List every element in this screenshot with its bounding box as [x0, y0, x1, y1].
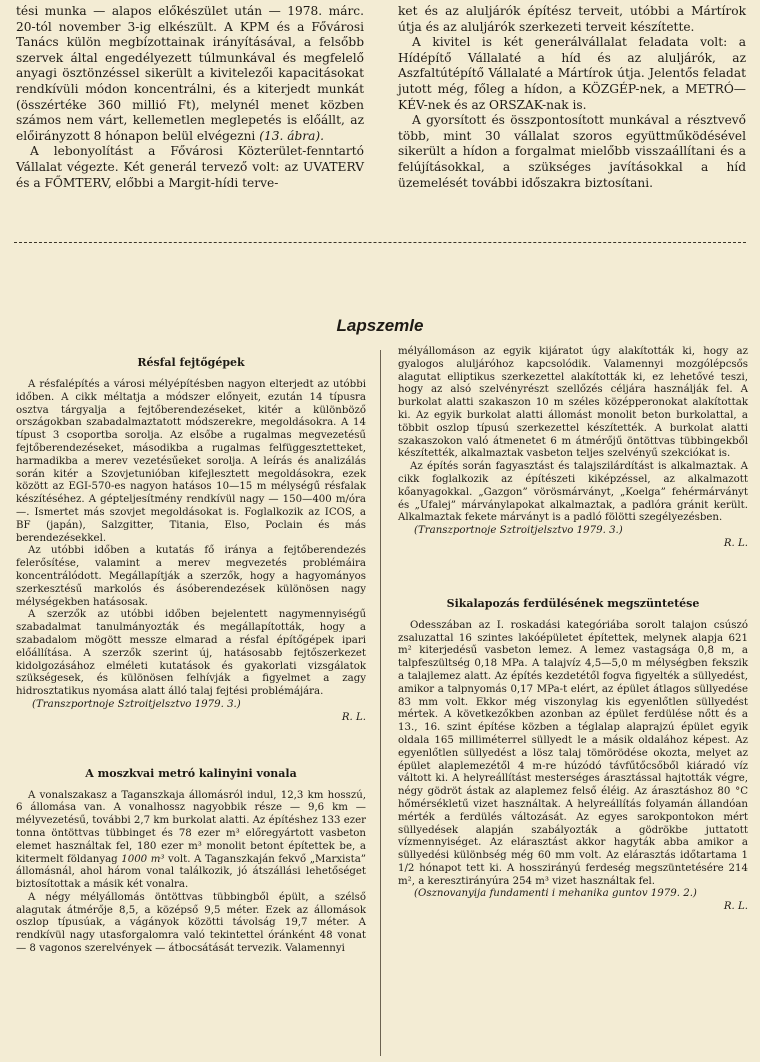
section-title: Lapszemle: [336, 316, 424, 335]
article-source: (Osznovanyija fundamenti i mehanika guntov 1979. 2.): [414, 888, 697, 900]
article-title: Résfal fejtőgépek: [137, 356, 245, 369]
paragraph: A gyorsított és összpontosított munkával a résztvevő több, mint 30 vállalat szoros együttműködésével sikerült a hídon a forgalmat mielőbb visszaállítani és a felújításokkal, a szükséges javításokkal a híd üzemelését további időszakra biztosítani.: [398, 113, 746, 190]
paragraph: ket és az aluljárók építész terveit, utóbbi a Mártírok útja és az aluljárók szerkezeti terveit készítette.: [398, 4, 746, 34]
paragraph: tési munka — alapos előkészület után — 1978. márc. 20-tól november 3-ig elkészült. A KPM és a Fővárosi Tanács külön megbízottainak irányításával, a felsőbb szervek által engedélyezett túlmunkával és megfelelő anyagi ösztönzéssel sikerült a kivitelezői kapacitásokat rendkívüli módon koncentrálni, és a kiterjedt munkát (összértéke 360 millió Ft), melynél menet közben számos nem várt, kellemetlen meglepetés is előállt, az előirányzott 8 hónapon belül elvégezni (13. ábra).: [16, 4, 364, 143]
paragraph: Az építés során fagyasztást és talajszilárdítást is alkalmaztak. A cikk foglalkozik az építészeti kiképzéssel, az alkalmazott kőanyagokkal. „Gazgon” vörösmárványt, „Koelga” fehérmárványt és „Ufalej” márványlapokat alkalmaztak, a padlóra gránit került. Alkalmaztak fekete márványt is a padló fölötti szegélyezésben.: [398, 461, 748, 524]
article-signature: R. L.: [723, 537, 748, 549]
column-divider: [380, 350, 381, 1056]
article-title: A moszkvai metró kalinyini vonala: [85, 766, 297, 780]
paragraph: A lebonyolítást a Fővárosi Közterület-fenntartó Vállalat végezte. Két generál tervező volt: az UVATERV és a FŐMTERV, előbbi a Margit-hídi terve-: [16, 144, 364, 190]
paragraph: mélyállomáson az egyik kijáratot úgy alakították ki, hogy az gyalogos aluljáróhoz kapcsolódik. Valamennyi mozgólépcsős alagutat elliptikus szerkezettel alakították ki, ez lehetővé teszi, hogy az alsó szelvényrészt szellőzés céljára használják fel. A burkolat alatti szakaszon 10 m széles középperonokat alakítottak ki. Az egyik burkolat alatti állomást monolit beton burkolattal, a többit oszlop típusú szerkezettel készítették. A burkolat alatti szakaszokon való átmenetet 6 m átmérőjű öntöttvas tübbingekből készítették, alkalmaztak vasbeton teljes szelvényű szekciókat is.: [398, 346, 748, 460]
section-divider: [14, 242, 746, 243]
paragraph: A kivitel is két generálvállalat feladata volt: a Hídépítő Vállalaté a híd és az aluljárók, az Aszfaltútépítő Vállalaté a Mártírok útja. Jelentős feladat jutott még, főleg a hídon, a KÖZGÉP-nek, a METRÓ—KÉV-nek és az ORSZAK-nak is.: [398, 35, 746, 112]
paragraph: A vonalszakasz a Taganszkaja állomásról indul, 12,3 km hosszú, 6 állomása van. A vonalhossz nagyobbik része — 9,6 km — mélyvezetésű, további 2,7 km burkolat alatti. Az építéshez 133 ezer tonna öntöttvas tübbinget és 78 ezer m³ előregyártott vasbeton elemet használtak fel, 180 ezer m³ monolit betont építettek be, a kitermelt földanyag 1000 m³ volt. A Taganszkaján fekvő „Marxista” állomásnál, ahol három vonal találkozik, jó átszállási lehetőséget biztosítottak a másik két vonalra.: [16, 789, 366, 891]
article-source: (Transzportnoje Sztroitjelsztvo 1979. 3.): [32, 698, 241, 710]
article-signature: R. L.: [723, 901, 748, 913]
paragraph: Odesszában az I. roskadási kategóriába sorolt talajon csúszó zsaluzattal 16 szintes lakóépületet építettek, melynek alapja 621 m² kiterjedésű vasbeton lemez. A lemez vastagsága 0,8 m, a talpfeszültség 0,18 MPa. A talajvíz 4,5—5,0 m mélységben fekszik a talajlemez alatt. Az építés kezdetétől fogva figyelték a süllyedést, amikor a talpnyomás 0,17 MPa-t elért, az épület átlagos süllyedése 83 mm volt. Ekkor még viszonylag kis egyenlőtlen süllyedést mértek. A következőkben azonban az épület ferdülése nőtt és a 13., 16. szint építése közben a téglalap alaprajzú épület egyik oldala 165 milliméterrel süllyedt le a másik oldalához képest. Az egyenlőtlen süllyedést a lösz talaj tömörödése okozta, melyet az épület alaplemezétől 4 m-re húzódó távfűtőcsőből kiáradó víz váltott ki. A helyreállítást mesterséges árasztással hajtották végre, négy gödröt ástak az alaplemez felső éléig. Az árasztáshoz 80 °C hőmérsékletű vizet használtak. A helyreállítás folyamán állandóan mérték a ferdülés változását. Az egyes sarokpontokon mért süllyedések alapján szabályozták a gödrökbe juttatott vízmennyiséget. Az elárasztást akkor hagyták abba amikor a süllyedési különbség még 60 mm volt. Az elárasztás időtartama 1 1/2 hónapot tett ki. A hosszirányú ferdeség megszüntetésére 214 m², a keresztirányúra 254 m³ vizet használtak fel.: [398, 619, 748, 887]
lower-right-column: [398, 346, 748, 914]
emphasis: 1000 m³: [121, 853, 165, 865]
figure-reference: (13. ábra).: [259, 128, 325, 143]
top-right-column: [398, 4, 746, 191]
top-left-column: [16, 4, 364, 191]
article-signature: R. L.: [341, 711, 366, 723]
article-source: (Transzportnoje Sztroitjelsztvo 1979. 3.): [414, 525, 623, 537]
lower-left-column: [16, 356, 366, 956]
article-title: Sikalapozás ferdülésének megszüntetése: [446, 596, 700, 610]
paragraph: Az utóbbi időben a kutatás fő iránya a fejtőberendezés felerősítése, valamint a merev megvezetés problémáira koncentrálódott. Megállapítják a szerzők, hogy a hagyományos szerkesztésű markolós és ásóberendezések különösen nagy mélységekben hatásosak.: [16, 545, 366, 608]
paragraph: A résfalépítés a városi mélyépítésben nagyon elterjedt az utóbbi időben. A cikk méltatja a módszer előnyeit, ezután 14 típusra osztva tárgyalja a fejtőberendezéseket, kitér a különböző országokban szabadalmaztatott módszerekre, megoldásokra. A 14 típust 3 csoportba sorolja. Az elsőbe a rugalmas megvezetésű fejtőberendezéseket, másodikba a rugalmas felfüggesztetteket, harmadikba a merev vezetésűeket sorolja. A leírás és analizálás során kitér a Szovjetunióban kifejlesztett megoldásokra, ezek között az EGI-570-es nagyon hatásos 10—15 m mélységű résfalak készítéséhez. A gépteljesítmény rendkívül nagy — 150—400 m/óra —. Ismertet más szovjet megoldásokat is. Foglalkozik az ICOS, a BF (japán), Salzgitter, Titania, Elso, Poclain és más berendezésekkel.: [16, 379, 366, 544]
paragraph: A szerzők az utóbbi időben bejelentett nagymennyiségű szabadalmat tanulmányozták és megállapították, hogy a szabadalom mögött messze elmarad a résfal építőgépek ipari előállítása. A szerzők szerint új, hatásosabb fejtőszerkezet kidolgozásához elméleti kutatások és gyakorlati vizsgálatok szükségesek, és különösen felhívják a figyelmet a zagy hidrosztatikus nyomása alatt álló talaj fejtési problémájára.: [16, 609, 366, 698]
paragraph: A négy mélyállomás öntöttvas tübbingből épült, a szélső alagutak átmérője 8,5, a középső 9,5 méter. Ezek az állomások oszlop típusúak, a vágányok közötti távolság 19,7 méter. A rendkívül nagy utasforgalomra való tekintettel óránként 48 vonat — 8 vagonos szerelvények — átbocsátását tervezik. Valamennyi: [16, 891, 366, 955]
